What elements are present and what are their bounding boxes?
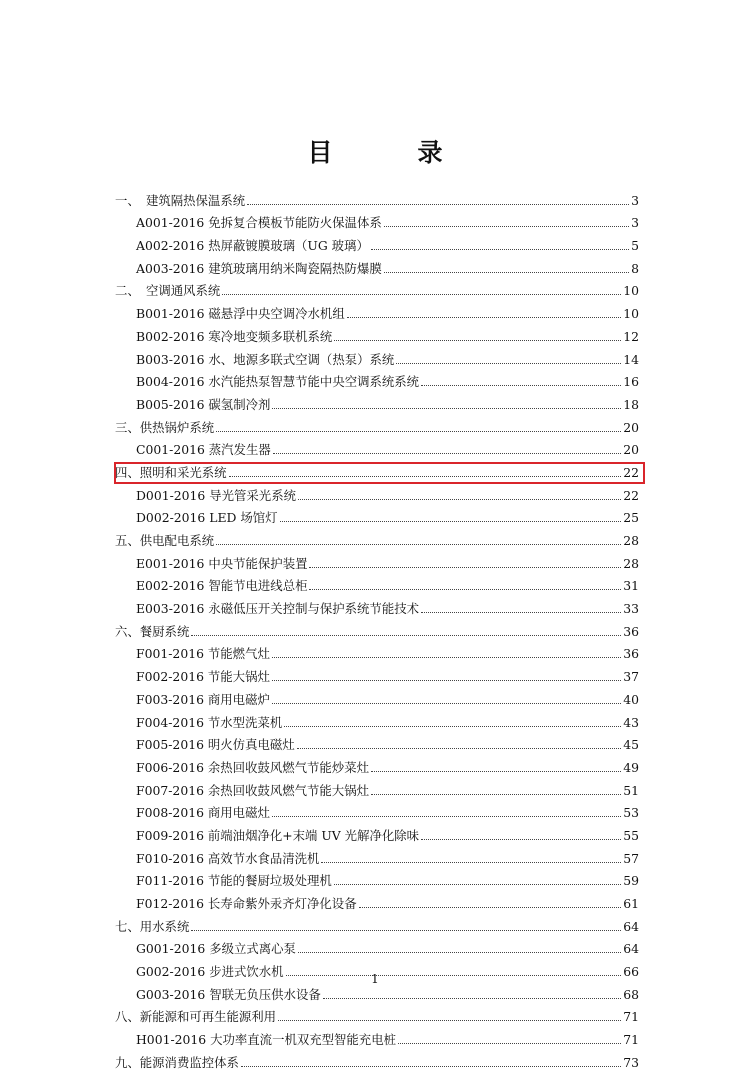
- toc-entry-page: 3: [631, 192, 639, 208]
- toc-entry-page: 28: [623, 533, 639, 548]
- toc-entry-page: 73: [623, 1054, 639, 1070]
- toc-entry-label: F010-2016 高效节水食品清洗机: [136, 850, 320, 866]
- toc-item-entry[interactable]: [115, 662, 639, 685]
- toc-entry-label: D001-2016 导光管采光系统: [136, 487, 296, 503]
- toc-entry-label: F005-2016 明火仿真电磁灶: [136, 737, 295, 753]
- toc-entry-page: 10: [623, 306, 639, 322]
- toc-entry-label: B003-2016 水、地源多联式空调（热泵）系统: [136, 351, 395, 367]
- dot-leader: [309, 566, 621, 568]
- toc-entry-page: 37: [623, 669, 639, 685]
- toc-entry-page: 25: [623, 510, 639, 526]
- toc-item-entry[interactable]: [115, 685, 639, 708]
- toc-item-entry[interactable]: [115, 776, 639, 799]
- dot-leader: [297, 747, 622, 749]
- dot-leader: [247, 203, 629, 205]
- toc-entry-page: 45: [623, 737, 639, 753]
- toc-item-entry[interactable]: [115, 731, 639, 754]
- toc-item-entry[interactable]: [115, 481, 639, 504]
- toc-entry-label: A001-2016 免拆复合模板节能防火保温体系: [136, 215, 382, 231]
- toc-item-entry[interactable]: [115, 254, 639, 277]
- toc-entry-label: F006-2016 余热回收鼓风燃气节能炒菜灶: [136, 759, 369, 775]
- dot-leader: [272, 407, 621, 409]
- toc-entry-page: 20: [623, 442, 639, 458]
- toc-item-entry[interactable]: [115, 322, 639, 345]
- toc-entry-page: 3: [631, 215, 639, 231]
- dot-leader: [241, 1065, 621, 1067]
- toc-entry-page: 43: [623, 714, 639, 730]
- toc-entry-label: F002-2016 节能大锅灶: [136, 669, 270, 685]
- toc-item-entry[interactable]: [115, 209, 639, 232]
- dot-leader: [273, 452, 621, 454]
- toc-entry-label: 一、 建筑隔热保温系统: [115, 192, 246, 208]
- dot-leader: [298, 951, 621, 953]
- toc-item-entry[interactable]: [115, 594, 639, 617]
- toc-item-entry[interactable]: [115, 1025, 639, 1048]
- toc-entry-label: B001-2016 磁悬浮中央空调冷水机组: [136, 306, 345, 322]
- dot-leader: [384, 271, 629, 273]
- toc-entry-page: 53: [623, 805, 639, 821]
- toc-entry-label: F009-2016 前端油烟净化+末端 UV 光解净化除味: [136, 827, 420, 843]
- dot-leader: [280, 520, 622, 522]
- toc-item-entry[interactable]: [115, 844, 639, 867]
- dot-leader: [421, 611, 621, 613]
- toc-entry-page: 31: [623, 578, 639, 594]
- toc-item-entry[interactable]: [115, 867, 639, 890]
- toc-item-entry[interactable]: [115, 345, 639, 368]
- dot-leader: [191, 634, 621, 636]
- toc-entry-label: D002-2016 LED 场馆灯: [136, 510, 278, 526]
- dot-leader: [334, 883, 621, 885]
- toc-entry-label: A003-2016 建筑玻璃用纳米陶瓷隔热防爆膜: [136, 260, 382, 276]
- toc-item-entry[interactable]: [115, 572, 639, 595]
- dot-leader: [272, 656, 621, 658]
- toc-entry-label: 八、新能源和可再生能源利用: [115, 1009, 277, 1025]
- toc-entry-label: G001-2016 多级立式离心泵: [136, 941, 296, 957]
- dot-leader: [359, 906, 622, 908]
- toc-entry-page: 28: [623, 555, 639, 571]
- dot-leader: [216, 430, 621, 432]
- toc-entry-page: 33: [623, 601, 639, 617]
- dot-leader: [384, 225, 629, 227]
- toc-item-entry[interactable]: [115, 368, 639, 391]
- toc-entry-page: 16: [623, 374, 639, 390]
- toc-section-entry[interactable]: [115, 912, 639, 935]
- dot-leader: [284, 725, 621, 727]
- toc-entry-page: 66: [623, 964, 639, 980]
- toc-section-entry[interactable]: [115, 1003, 639, 1026]
- toc-entry-page: 59: [623, 873, 639, 889]
- toc-entry-label: 二、 空调通风系统: [115, 283, 221, 299]
- toc-item-entry[interactable]: [115, 708, 639, 731]
- dot-leader: [396, 362, 621, 364]
- toc-entry-label: G003-2016 智联无负压供水设备: [136, 986, 321, 1002]
- toc-entry-page: 68: [623, 986, 639, 1002]
- toc-entry-page: 14: [623, 351, 639, 367]
- toc-entry-label: E001-2016 中央节能保护装置: [136, 555, 308, 571]
- toc-entry-label: E003-2016 永磁低压开关控制与保护系统节能技术: [136, 601, 419, 617]
- toc-entry-page: 61: [623, 896, 639, 911]
- toc-entry-label: E002-2016 智能节电进线总柜: [136, 578, 308, 594]
- toc-section-entry[interactable]: [115, 277, 639, 300]
- dot-leader: [298, 498, 621, 500]
- toc-entry-label: B005-2016 碳氢制冷剂: [136, 396, 271, 412]
- toc-entry-page: 51: [623, 782, 639, 798]
- toc-entry-page: 64: [623, 941, 639, 957]
- toc-item-entry[interactable]: [115, 549, 639, 572]
- toc-entry-label: 七、用水系统: [115, 918, 190, 934]
- toc-entry-page: 10: [623, 283, 639, 299]
- toc-entry-page: 12: [623, 328, 639, 344]
- dot-leader: [371, 770, 621, 772]
- toc-section-entry[interactable]: [115, 526, 639, 549]
- toc-entry-page: 49: [623, 759, 639, 775]
- toc-entry-page: 36: [623, 646, 639, 662]
- dot-leader: [272, 815, 621, 817]
- dot-leader: [371, 793, 621, 795]
- toc-entry-page: 71: [623, 1009, 639, 1025]
- toc-entry-page: 57: [623, 850, 639, 866]
- page-title: 目 录: [307, 138, 473, 167]
- dot-leader: [323, 997, 621, 999]
- toc-entry-page: 55: [623, 827, 639, 843]
- toc-item-entry[interactable]: [115, 799, 639, 822]
- toc-section-entry[interactable]: [115, 1048, 639, 1071]
- toc-entry-label: F007-2016 余热回收鼓风燃气节能大锅灶: [136, 782, 369, 798]
- dot-leader: [334, 339, 621, 341]
- toc-item-entry[interactable]: [115, 889, 639, 912]
- toc-section-entry[interactable]: [115, 186, 639, 209]
- toc-entry-page: 40: [623, 691, 639, 707]
- toc-entry-label: F003-2016 商用电磁炉: [136, 691, 270, 707]
- toc-entry-label: H001-2016 大功率直流一机双充型智能充电桩: [136, 1032, 396, 1048]
- toc-entry-page: 71: [623, 1032, 639, 1048]
- toc-section-entry[interactable]: [115, 617, 639, 640]
- toc-item-entry[interactable]: [115, 390, 639, 413]
- toc-entry-page: 22: [623, 464, 639, 480]
- toc-entry-label: 六、餐厨系统: [115, 623, 190, 639]
- dot-leader: [398, 1042, 621, 1044]
- dot-leader: [216, 543, 621, 545]
- page-number: 1: [371, 972, 379, 986]
- toc-item-entry[interactable]: [115, 640, 639, 663]
- toc-entry-label: 五、供电配电系统: [115, 533, 215, 548]
- toc-entry-label: F011-2016 节能的餐厨垃圾处理机: [136, 873, 332, 889]
- toc-entry-label: G002-2016 步进式饮水机: [136, 964, 284, 980]
- toc-entry-page: 8: [631, 260, 639, 276]
- dot-leader: [321, 861, 621, 863]
- highlight-box: [114, 462, 645, 484]
- toc-item-entry[interactable]: [115, 231, 639, 254]
- toc-entry-page: 18: [623, 396, 639, 412]
- dot-leader: [272, 679, 621, 681]
- dot-leader: [278, 1019, 621, 1021]
- toc-item-entry[interactable]: [115, 299, 639, 322]
- toc-entry-label: A002-2016 热屏蔽镀膜玻璃（UG 玻璃）: [136, 238, 369, 254]
- dot-leader: [421, 384, 621, 386]
- toc-item-entry[interactable]: [115, 821, 639, 844]
- toc-entry-page: 20: [623, 419, 639, 435]
- toc-entry-label: C001-2016 蒸汽发生器: [136, 442, 271, 458]
- dot-leader: [309, 588, 621, 590]
- toc-item-entry[interactable]: [115, 504, 639, 527]
- toc-section-entry[interactable]: [115, 413, 639, 436]
- toc-entry-page: 22: [623, 487, 639, 503]
- toc-entry-label: B004-2016 水汽能热泵智慧节能中央空调系统系统: [136, 374, 420, 390]
- dot-leader: [421, 838, 621, 840]
- toc-item-entry[interactable]: [115, 935, 639, 958]
- toc-entry-page: 5: [631, 238, 639, 254]
- dot-leader: [222, 293, 621, 295]
- toc-entry-label: F004-2016 节水型洗菜机: [136, 714, 283, 730]
- toc-entry-label: F001-2016 节能燃气灶: [136, 646, 270, 662]
- toc-entry-label: 九、能源消费监控体系: [115, 1054, 239, 1070]
- toc-entry-label: F008-2016 商用电磁灶: [136, 805, 270, 821]
- dot-leader: [347, 316, 622, 318]
- toc-entry-page: 36: [623, 623, 639, 639]
- toc-entry-label: 四、照明和采光系统: [115, 464, 227, 480]
- toc-entry-label: 三、供热锅炉系统: [115, 419, 215, 435]
- dot-leader: [272, 702, 621, 704]
- table-of-contents: [115, 186, 639, 1071]
- toc-item-entry[interactable]: [115, 753, 639, 776]
- toc-entry-label: F012-2016 长寿命紫外汞齐灯净化设备: [136, 896, 357, 911]
- toc-entry-page: 64: [623, 918, 639, 934]
- toc-item-entry[interactable]: [115, 436, 639, 459]
- toc-entry-label: B002-2016 寒冷地变频多联机系统: [136, 328, 333, 344]
- dot-leader: [371, 248, 629, 250]
- dot-leader: [191, 929, 621, 931]
